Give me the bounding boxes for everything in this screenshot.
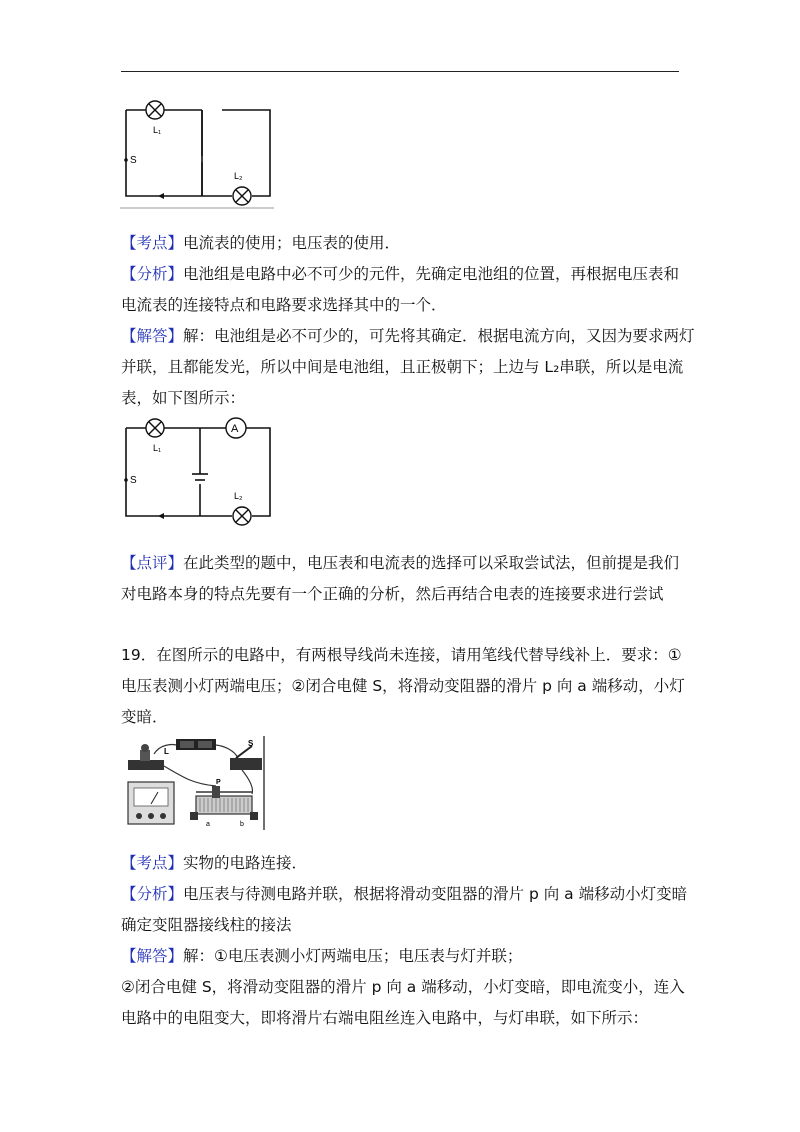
jieda-text-1: 解：电池组是必不可少的，可先将其确定．根据电流方向，又因为要求两灯 (183, 327, 695, 345)
fenxi-tag-2: 【分析】 (121, 885, 184, 903)
ammeter-label: A (231, 423, 239, 435)
jieda-tag: 【解答】 (121, 327, 184, 345)
fenxi-line-2-1 (121, 882, 688, 906)
jieda-text-2-1: 解：①电压表测小灯两端电压；电压表与灯并联； (183, 947, 523, 965)
lamp-l2-label: L₂ (234, 171, 243, 181)
terminal-a-label: a (206, 821, 210, 828)
switch-label: S (248, 739, 254, 748)
switch-label: S (130, 155, 137, 166)
current-arrow-icon (158, 193, 164, 199)
slider-label: P (216, 779, 221, 786)
kaodian-text-2: 实物的电路连接． (183, 854, 308, 872)
ammeter-icon (226, 418, 246, 438)
battery-pack-icon (176, 739, 216, 750)
dianping-text-1: 在此类型的题中，电压表和电流表的选择可以采取尝试法，但前提是我们 (183, 554, 680, 572)
terminal-b-label: b (240, 821, 244, 828)
kaodian-line (121, 231, 681, 255)
question-19-line-1: 19．在图所示的电路中，有两根导线尚未连接，请用笔线代替导线补上．要求：① (121, 646, 682, 664)
kaodian-text: 电流表的使用；电压表的使用． (183, 234, 401, 252)
kaodian-tag-2: 【考点】 (121, 854, 184, 872)
lamp-l1-icon (146, 101, 164, 119)
fenxi-tag: 【分析】 (121, 265, 184, 283)
question-19-line-3: 变暗． (121, 708, 168, 726)
lamp-l2-label: L₂ (234, 491, 243, 501)
jieda-line-2: 并联，且都能发光，所以中间是电池组，且正极朝下；上边与 L₂串联，所以是电流 (121, 358, 684, 376)
jieda-line-3: 表，如下图所示： (121, 389, 246, 407)
physical-circuit-photo (124, 734, 270, 832)
lamp-l1-label: L₁ (153, 125, 162, 135)
lamp-l1-icon (146, 419, 164, 437)
battery-icon (192, 474, 208, 480)
jieda-line-1 (121, 324, 695, 348)
fenxi-text-2-1: 电压表与待测电路并联，根据将滑动变阻器的滑片 p 向 a 端移动小灯变暗 (183, 885, 688, 903)
fenxi-line-1 (121, 262, 681, 286)
lamp-l2-icon (233, 507, 251, 525)
lamp-l2-icon (233, 187, 251, 205)
fenxi-text-1: 电池组是电路中必不可少的元件，先确定电池组的位置，再根据电压表和 (183, 265, 680, 283)
kaodian-tag: 【考点】 (121, 234, 184, 252)
dianping-line-2: 对电路本身的特点先要有一个正确的分析，然后再结合电表的连接要求进行尝试 (121, 585, 664, 603)
fenxi-line-2-2: 确定变阻器接线柱的接法 (121, 916, 292, 934)
dianping-tag: 【点评】 (121, 554, 184, 572)
switch-label: S (130, 475, 137, 486)
kaodian-line-2 (121, 851, 681, 875)
voltmeter-icon (128, 782, 174, 824)
lamp-l1-label: L₁ (153, 443, 162, 453)
jieda-line-2-2: ②闭合电健 S，将滑动变阻器的滑片 p 向 a 端移动，小灯变暗，即电流变小，连入 (121, 978, 685, 996)
jieda-tag-2: 【解答】 (121, 947, 184, 965)
question-19-line-2: 电压表测小灯两端电压；②闭合电健 S，将滑动变阻器的滑片 p 向 a 端移动，小灯 (121, 677, 685, 695)
header-rule (121, 71, 679, 72)
lamp-label: L (164, 747, 169, 756)
circuit-diagram-2 (118, 414, 278, 532)
circuit-diagram-1 (118, 96, 278, 212)
jieda-line-2-3: 电路中的电阻变大，即将滑片右端电阻丝连入电路中，与灯串联，如下所示： (121, 1009, 649, 1027)
fenxi-line-2: 电流表的连接特点和电路要求选择其中的一个． (121, 296, 447, 314)
dianping-line-1 (121, 551, 681, 575)
current-arrow-icon (158, 513, 164, 519)
jieda-line-2-1 (121, 944, 681, 968)
